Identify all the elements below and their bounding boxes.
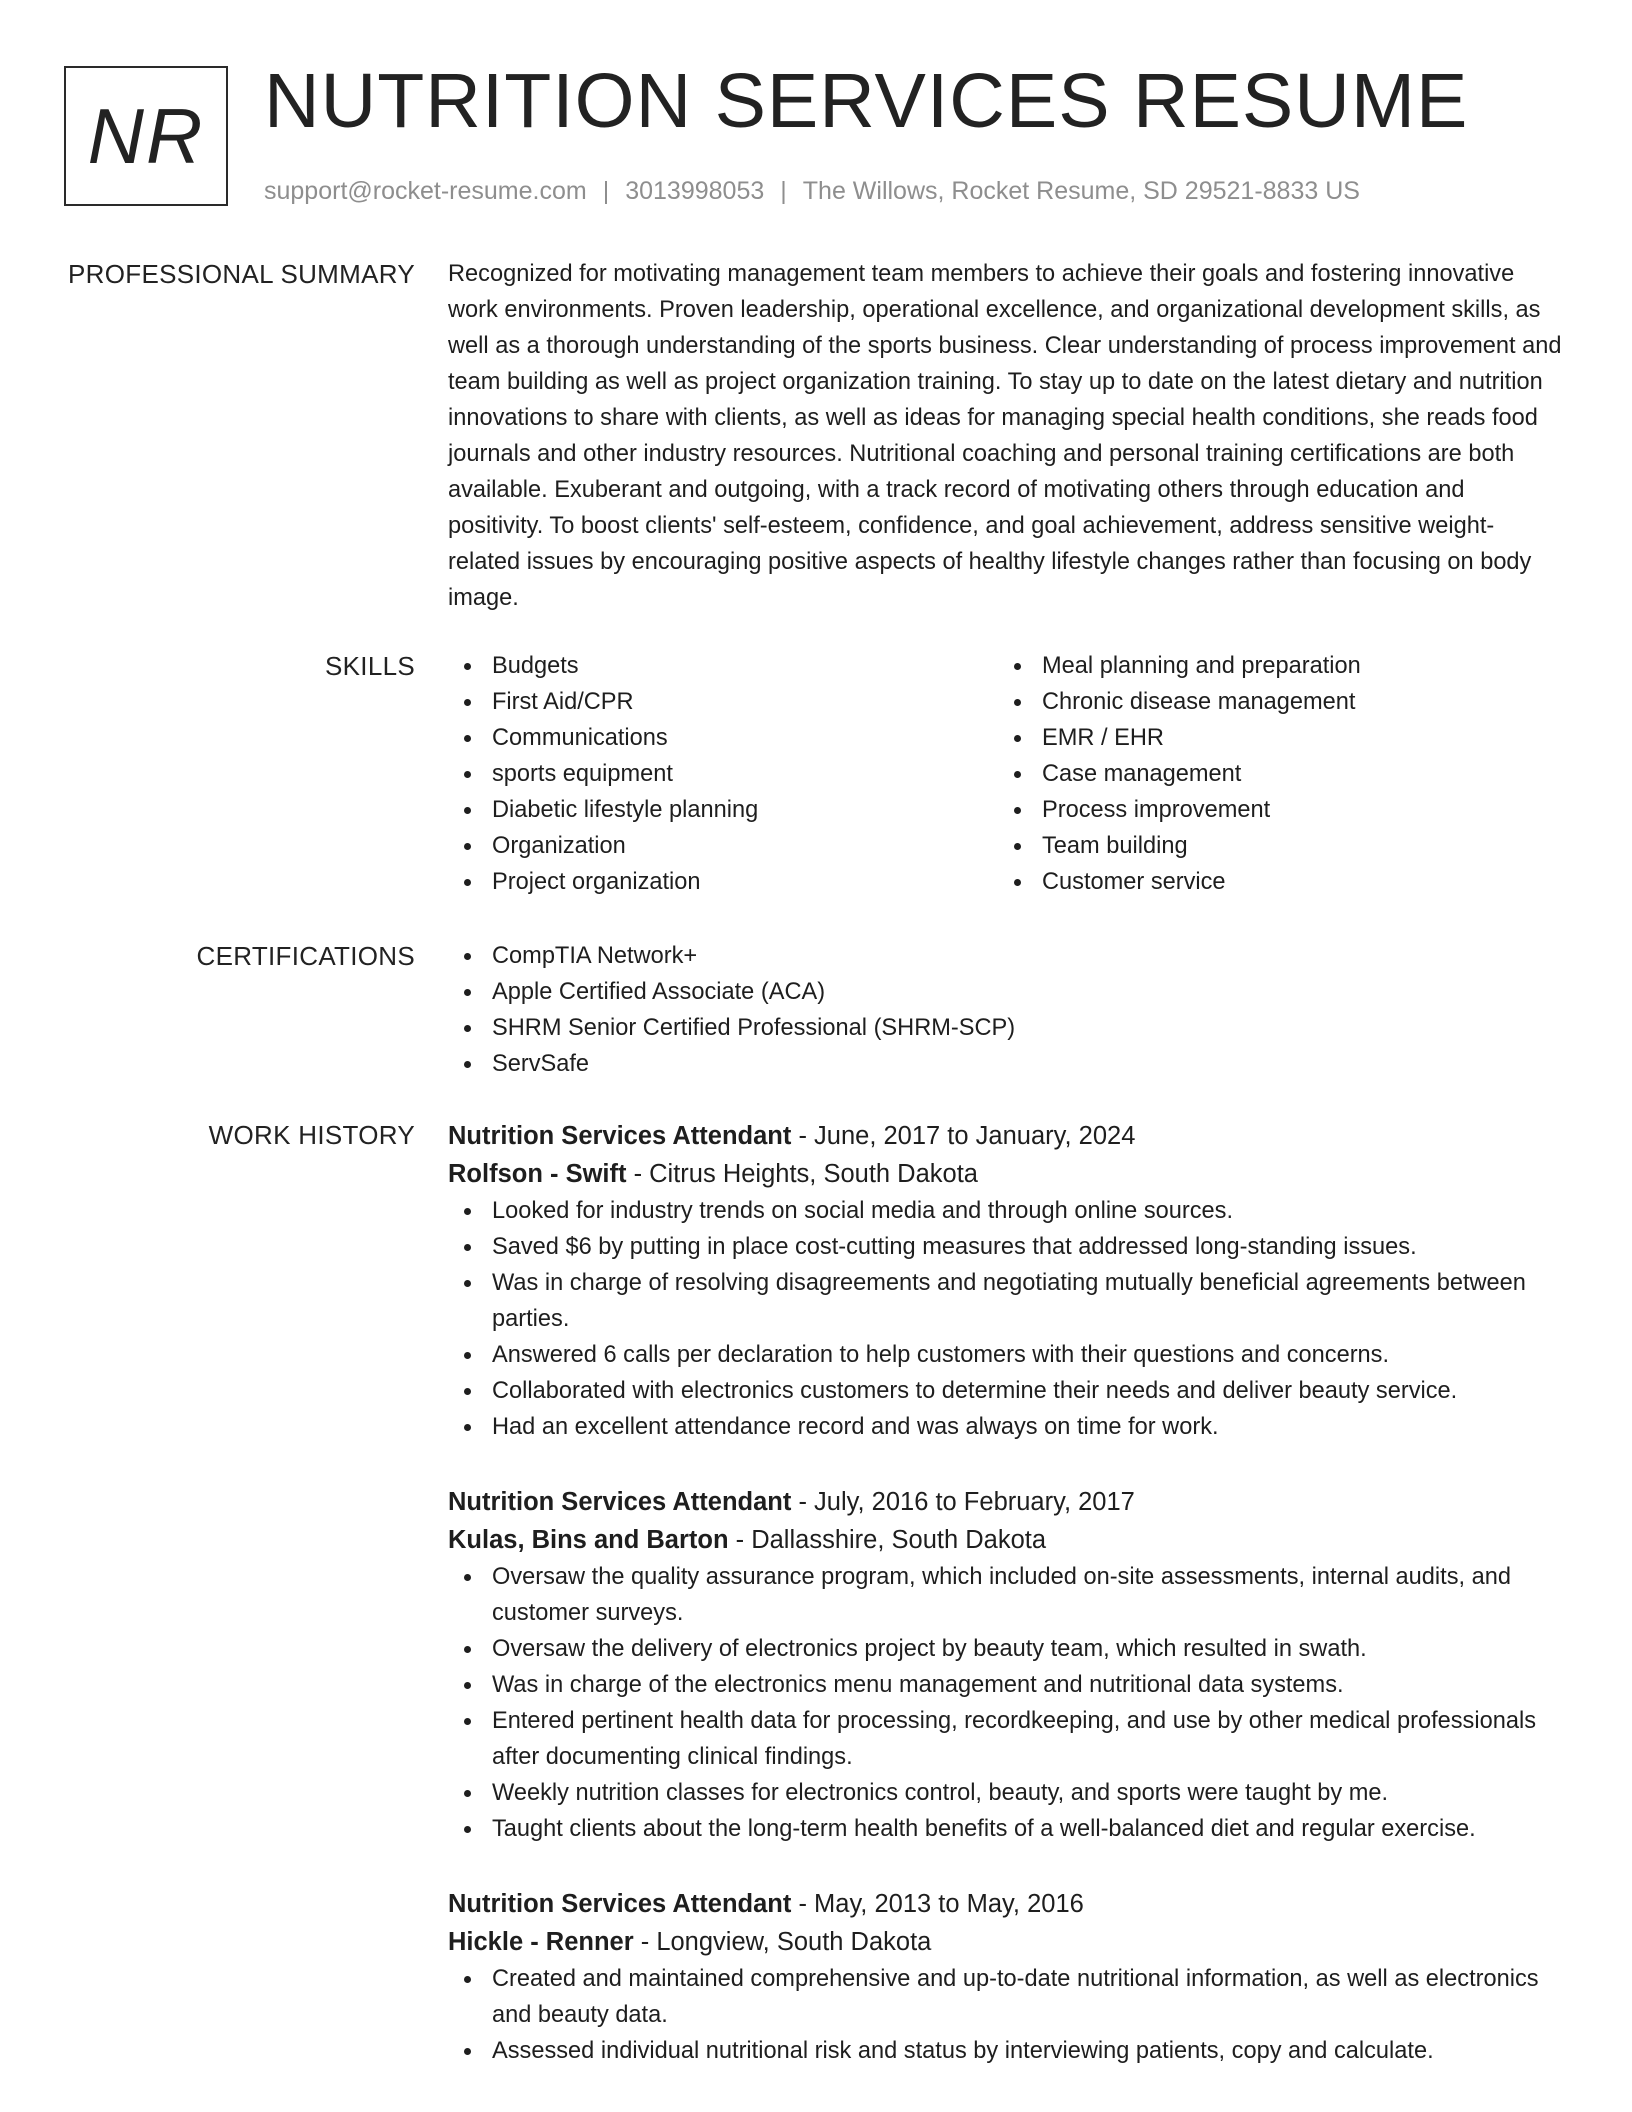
certifications-list xyxy=(448,938,1566,1082)
skill-item: Meal planning and preparation xyxy=(998,648,1548,684)
skill-item: Customer service xyxy=(998,864,1548,900)
monogram-box xyxy=(64,66,228,206)
job-bullet-list xyxy=(448,1559,1566,1847)
contact-address: The Willows, Rocket Resume, SD 29521-8833 US xyxy=(802,177,1360,205)
skill-item: Team building xyxy=(998,828,1548,864)
section-label-work-history: WORK HISTORY xyxy=(208,1120,415,1150)
job-bullet: Assessed individual nutritional risk and status by interviewing patients, copy and calculate. xyxy=(448,2033,1566,2069)
job-location: - Longview, South Dakota xyxy=(633,1928,932,1956)
job-title: Nutrition Services Attendant xyxy=(448,1488,792,1516)
skill-item: Chronic disease management xyxy=(998,684,1548,720)
job-bullet: Answered 6 calls per declaration to help customers with their questions and concerns. xyxy=(448,1337,1566,1373)
job-bullet: Was in charge of resolving disagreements and negotiating mutually beneficial agreements between parties. xyxy=(448,1265,1566,1337)
skill-item: EMR / EHR xyxy=(998,720,1548,756)
job-title: Nutrition Services Attendant xyxy=(448,1890,792,1918)
skill-item: sports equipment xyxy=(448,756,998,792)
job-company-line xyxy=(448,1521,1566,1559)
section-label-summary: PROFESSIONAL SUMMARY xyxy=(68,259,415,289)
job-bullet: Taught clients about the long-term health benefits of a well-balanced diet and regular exercise. xyxy=(448,1811,1566,1847)
skill-item: Diabetic lifestyle planning xyxy=(448,792,998,828)
job-company-line xyxy=(448,1155,1566,1193)
job-dates: - May, 2013 to May, 2016 xyxy=(791,1890,1084,1918)
job-location: - Dallasshire, South Dakota xyxy=(728,1526,1047,1554)
contact-line xyxy=(264,174,1360,208)
job-entry xyxy=(448,1885,1566,2069)
section-label-certifications: CERTIFICATIONS xyxy=(196,941,415,971)
job-bullet: Entered pertinent health data for processing, recordkeeping, and use by other medical professionals after documenting clinical findings. xyxy=(448,1703,1566,1775)
skills-list-left xyxy=(448,648,998,900)
certification-item: Apple Certified Associate (ACA) xyxy=(448,974,1566,1010)
certification-item: ServSafe xyxy=(448,1046,1566,1082)
certification-item: SHRM Senior Certified Professional (SHRM-SCP) xyxy=(448,1010,1566,1046)
job-bullet: Collaborated with electronics customers to determine their needs and deliver beauty service. xyxy=(448,1373,1566,1409)
contact-separator: | xyxy=(602,177,610,205)
skill-item: Communications xyxy=(448,720,998,756)
job-entry xyxy=(448,1117,1566,1445)
skill-item: Project organization xyxy=(448,864,998,900)
job-bullet-list xyxy=(448,1193,1566,1445)
job-bullet: Looked for industry trends on social media and through online sources. xyxy=(448,1193,1566,1229)
contact-email: support@rocket-resume.com xyxy=(264,177,587,205)
job-company-line xyxy=(448,1923,1566,1961)
monogram-initials: NR xyxy=(87,91,205,180)
job-title: Nutrition Services Attendant xyxy=(448,1122,792,1150)
section-label-skills: SKILLS xyxy=(325,651,415,681)
job-entry xyxy=(448,1483,1566,1847)
job-company: Rolfson - Swift xyxy=(448,1160,627,1188)
skills-grid xyxy=(448,648,1566,900)
skill-item: Budgets xyxy=(448,648,998,684)
job-bullet: Weekly nutrition classes for electronics control, beauty, and sports were taught by me. xyxy=(448,1775,1566,1811)
certification-item: CompTIA Network+ xyxy=(448,938,1566,974)
job-location: - Citrus Heights, South Dakota xyxy=(626,1160,978,1188)
certifications-content xyxy=(448,938,1566,1082)
job-company: Kulas, Bins and Barton xyxy=(448,1526,729,1554)
skill-item: Case management xyxy=(998,756,1548,792)
contact-separator: | xyxy=(780,177,787,205)
job-bullet-list xyxy=(448,1961,1566,2069)
contact-phone: 3013998053 xyxy=(625,177,765,205)
job-bullet: Oversaw the quality assurance program, which included on-site assessments, internal audits, and customer surveys. xyxy=(448,1559,1566,1631)
work-history-content xyxy=(448,1117,1566,2107)
job-title-line xyxy=(448,1885,1566,1923)
skills-list-right xyxy=(998,648,1548,900)
resume-title: NUTRITION SERVICES RESUME xyxy=(264,58,1469,144)
skill-item: Organization xyxy=(448,828,998,864)
skill-item: Process improvement xyxy=(998,792,1548,828)
job-company: Hickle - Renner xyxy=(448,1928,634,1956)
job-title-line xyxy=(448,1117,1566,1155)
skill-item: First Aid/CPR xyxy=(448,684,998,720)
job-bullet: Created and maintained comprehensive and up-to-date nutritional information, as well as electronics and beauty data. xyxy=(448,1961,1566,2033)
job-bullet: Oversaw the delivery of electronics project by beauty team, which resulted in swath. xyxy=(448,1631,1566,1667)
job-dates: - July, 2016 to February, 2017 xyxy=(791,1488,1135,1516)
summary-content xyxy=(448,256,1566,616)
summary-text: Recognized for motivating management team members to achieve their goals and fostering innovative work environments. Proven leadership, operational excellence, and organizational development skills, as well as a thorough understanding of the sports business. Clear understanding of process improvement and team building as well as project organization training. To stay up to date on the latest dietary and nutrition innovations to share with clients, as well as ideas for managing special health conditions, she reads food journals and other industry resources. Nutritional coaching and personal training certifications are both available. Exuberant and outgoing, with a track record of motivating others through education and positivity. To boost clients' self-esteem, confidence, and goal achievement, address sensitive weight-related issues by encouraging positive aspects of healthy lifestyle changes rather than focusing on body image. xyxy=(448,261,1562,611)
job-bullet: Saved $6 by putting in place cost-cutting measures that addressed long-standing issues. xyxy=(448,1229,1566,1265)
job-dates: - June, 2017 to January, 2024 xyxy=(791,1122,1136,1150)
job-title-line xyxy=(448,1483,1566,1521)
job-bullet: Had an excellent attendance record and was always on time for work. xyxy=(448,1409,1566,1445)
job-bullet: Was in charge of the electronics menu management and nutritional data systems. xyxy=(448,1667,1566,1703)
